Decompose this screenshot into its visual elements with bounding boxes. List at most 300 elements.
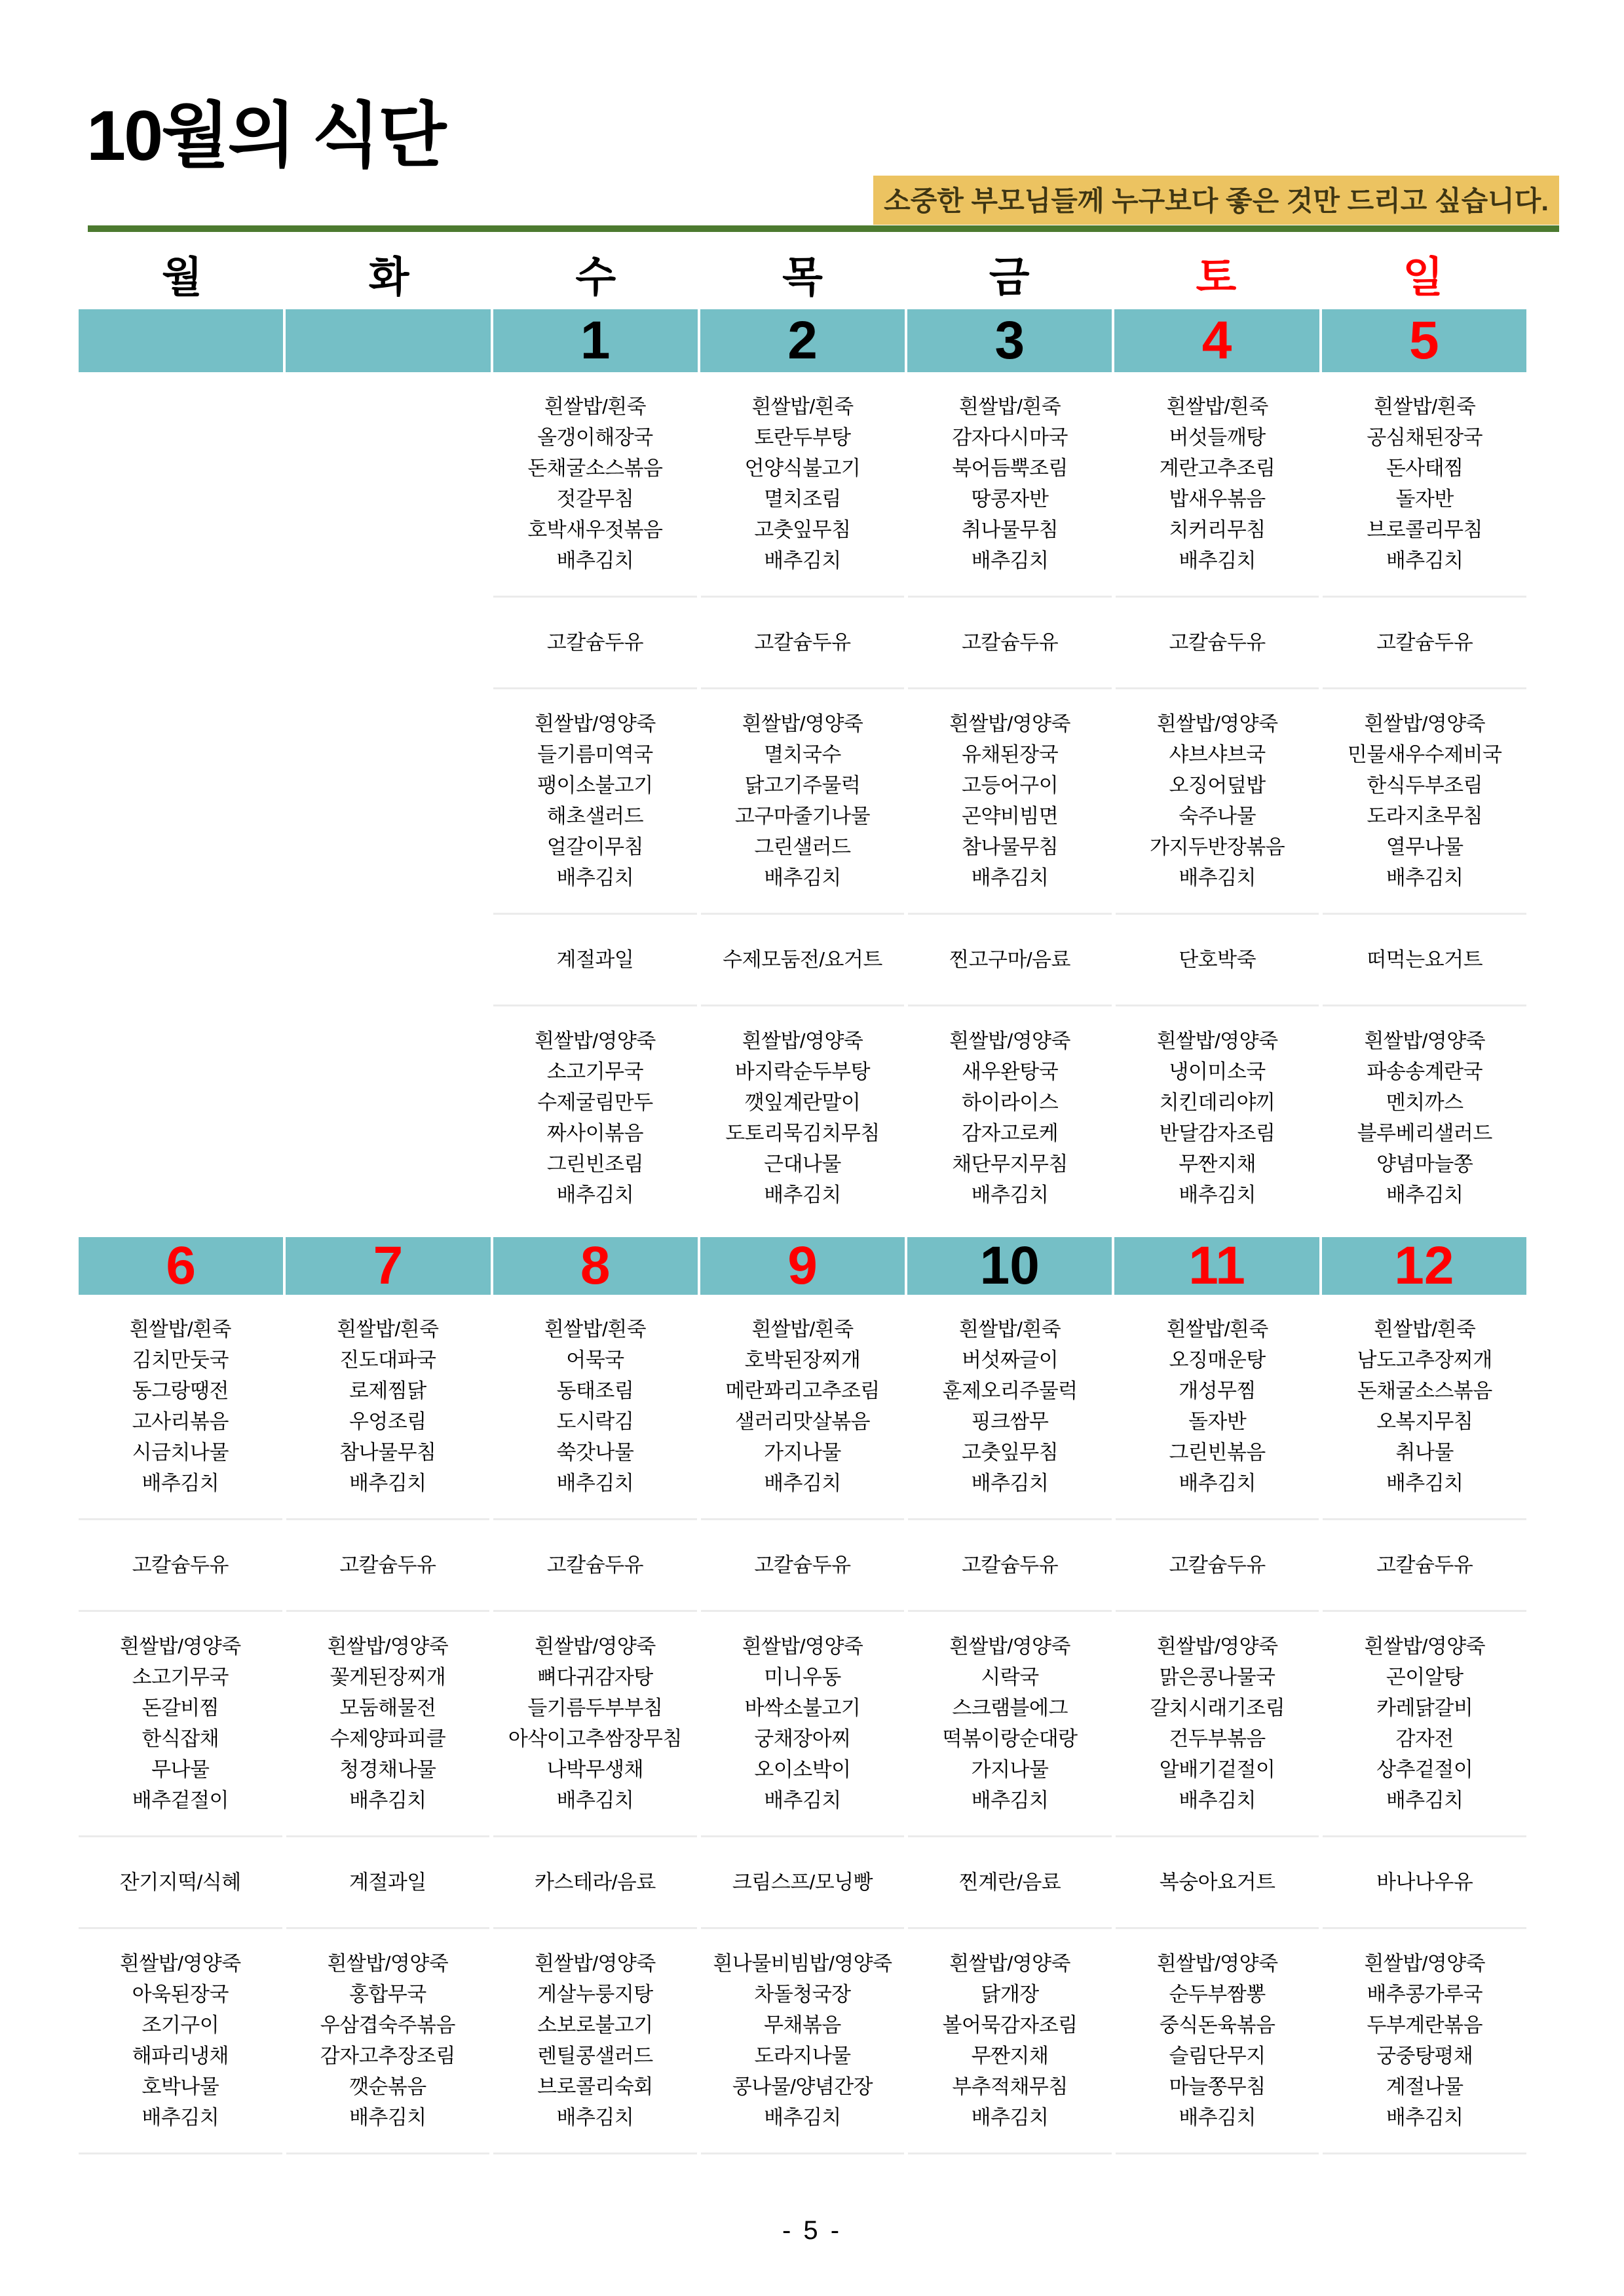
menu-line: 흰쌀밥/흰죽 <box>129 1318 231 1341</box>
afternoon-snack-block <box>701 915 905 1006</box>
menu-line: 계절나물 <box>1386 2075 1463 2098</box>
menu-line: 흰쌀밥/흰죽 <box>958 395 1061 418</box>
menu-line: 어묵국 <box>566 1349 624 1371</box>
date-cell <box>286 309 490 372</box>
menu-line: 아삭이고추쌈장무침 <box>508 1727 682 1750</box>
morning-snack-block <box>79 1520 282 1612</box>
menu-line: 도토리묵김치무침 <box>725 1122 880 1145</box>
menu-line: 호박된장찌개 <box>744 1349 861 1371</box>
menu-line: 흰쌀밥/흰죽 <box>1374 1318 1476 1341</box>
lunch-block <box>1116 1612 1319 1837</box>
menu-line: 배추김치 <box>349 1789 426 1812</box>
menu-line: 오이소박이 <box>754 1758 851 1781</box>
menu-line: 바지락순두부탕 <box>734 1060 871 1083</box>
menu-line: 배추김치 <box>556 866 634 889</box>
date-cell <box>1114 309 1319 372</box>
menu-line: 호박나물 <box>142 2075 219 2098</box>
menu-line: 흰쌀밥/흰죽 <box>1374 395 1476 418</box>
lunch-block <box>493 1612 697 1837</box>
menu-line: 배추김치 <box>1179 1472 1256 1495</box>
menu-line: 돈갈비찜 <box>142 1696 219 1719</box>
menu-line: 배추김치 <box>1179 866 1256 889</box>
menu-line: 배추김치 <box>556 1183 634 1206</box>
snack-line: 계절과일 <box>556 948 634 971</box>
menu-line: 무짠지채 <box>971 2044 1049 2067</box>
date-number: 1 <box>580 311 611 370</box>
menu-line: 흰나물비빔밥/영양죽 <box>713 1952 892 1975</box>
menu-line: 배추김치 <box>349 2106 426 2129</box>
menu-line: 치킨데리야끼 <box>1159 1091 1275 1114</box>
lunch-block <box>1116 689 1319 915</box>
breakfast-block <box>701 1295 905 1520</box>
menu-line: 흰쌀밥/영양죽 <box>1364 1029 1486 1052</box>
day-cell <box>79 1295 282 2154</box>
menu-line: 오복지무침 <box>1376 1410 1473 1433</box>
date-number: 2 <box>787 311 818 370</box>
menu-line: 궁채장아찌 <box>754 1727 851 1750</box>
weekday-label: 토 <box>1196 254 1237 301</box>
menu-line: 쑥갓나물 <box>556 1441 634 1464</box>
menu-line: 배추겉절이 <box>132 1789 229 1812</box>
date-cell <box>79 309 283 372</box>
menu-line: 호박새우젓볶음 <box>527 518 663 541</box>
afternoon-snack-block <box>1323 1837 1526 1929</box>
menu-line: 청경채나물 <box>339 1758 436 1781</box>
breakfast-block <box>1116 372 1319 598</box>
menu-line: 흰쌀밥/흰죽 <box>337 1318 439 1341</box>
menu-line: 흰쌀밥/영양죽 <box>1364 1635 1486 1658</box>
menu-line: 참나물무침 <box>339 1441 436 1464</box>
snack-line: 고칼슘두유 <box>1376 1554 1473 1577</box>
date-number: 4 <box>1201 311 1232 370</box>
lunch-block <box>701 689 905 915</box>
menu-line: 짜사이볶음 <box>546 1122 644 1145</box>
date-cell <box>79 1237 283 1295</box>
menu-line: 흰쌀밥/영양죽 <box>742 1635 863 1658</box>
lunch-block <box>1323 1612 1526 1837</box>
day-cell <box>286 1295 490 2154</box>
menu-line: 홍합무국 <box>349 1983 426 2006</box>
menu-line: 닭고기주물럭 <box>744 774 861 797</box>
menu-line: 흰쌀밥/영양죽 <box>535 1952 656 1975</box>
menu-line: 파송송계란국 <box>1367 1060 1483 1083</box>
date-number: 8 <box>580 1236 611 1295</box>
afternoon-snack-block <box>493 1837 697 1929</box>
date-cell <box>700 1237 905 1295</box>
snack-line: 고칼슘두유 <box>132 1554 229 1577</box>
menu-line: 로제찜닭 <box>349 1379 426 1402</box>
menu-line: 핑크쌈무 <box>971 1410 1049 1433</box>
menu-line: 그린샐러드 <box>754 835 851 858</box>
menu-line: 마늘쫑무침 <box>1169 2075 1266 2098</box>
menu-line: 시금치나물 <box>132 1441 229 1464</box>
menu-line: 중식돈육볶음 <box>1159 2014 1275 2037</box>
menu-line: 흰쌀밥/영양죽 <box>742 1029 863 1052</box>
menu-line: 감자전 <box>1395 1727 1454 1750</box>
menu-line: 배추김치 <box>1386 549 1463 572</box>
menu-line: 흰쌀밥/흰죽 <box>1166 1318 1268 1341</box>
menu-line: 돌자반 <box>1395 488 1454 510</box>
menu-line: 알배기겉절이 <box>1159 1758 1275 1781</box>
afternoon-snack-block <box>908 915 1112 1006</box>
menu-line: 조기구이 <box>142 2014 219 2037</box>
weekday-label: 월 <box>161 254 202 301</box>
dinner-block <box>286 1929 490 2154</box>
snack-line: 고칼슘두유 <box>754 1554 851 1577</box>
menu-line: 근대나물 <box>764 1153 841 1176</box>
menu-line: 배추김치 <box>764 549 841 572</box>
menu-line: 흰쌀밥/영양죽 <box>949 712 1070 735</box>
date-number: 9 <box>787 1236 818 1295</box>
snack-line: 고칼슘두유 <box>1169 1554 1266 1577</box>
menu-line: 양념마늘쫑 <box>1376 1153 1473 1176</box>
breakfast-block <box>1116 1295 1319 1520</box>
snack-line: 고칼슘두유 <box>1376 631 1473 654</box>
menu-line: 깻잎계란말이 <box>744 1091 861 1114</box>
afternoon-snack-block <box>701 1837 905 1929</box>
menu-line: 흰쌀밥/영양죽 <box>1156 712 1278 735</box>
menu-line: 숙주나물 <box>1179 805 1256 828</box>
afternoon-snack-block <box>1116 1837 1319 1929</box>
date-number: 11 <box>1188 1236 1245 1295</box>
menu-line: 두부계란볶음 <box>1367 2014 1483 2037</box>
menu-line: 흰쌀밥/영양죽 <box>119 1635 241 1658</box>
menu-line: 유채된장국 <box>961 743 1059 766</box>
menu-line: 흰쌀밥/영양죽 <box>535 1635 656 1658</box>
menu-line: 흰쌀밥/영양죽 <box>949 1952 1070 1975</box>
menu-line: 흰쌀밥/영양죽 <box>1156 1029 1278 1052</box>
date-number: 7 <box>373 1236 404 1295</box>
menu-line: 흰쌀밥/영양죽 <box>1156 1952 1278 1975</box>
menu-line: 흰쌀밥/흰죽 <box>1166 395 1268 418</box>
menu-line: 치커리무침 <box>1169 518 1266 541</box>
afternoon-snack-block <box>908 1837 1112 1929</box>
snack-line: 떠먹는요거트 <box>1367 948 1483 971</box>
menu-line: 볼어묵감자조림 <box>942 2014 1078 2037</box>
menu-line: 건두부볶음 <box>1169 1727 1266 1750</box>
menu-line: 해파리냉채 <box>132 2044 229 2067</box>
menu-line: 고사리볶음 <box>132 1410 229 1433</box>
dinner-block <box>1323 1006 1526 1230</box>
menu-line: 카레닭갈비 <box>1376 1696 1473 1719</box>
menu-line: 도시락김 <box>556 1410 634 1433</box>
menu-line: 김치만둣국 <box>132 1349 229 1371</box>
menu-line: 도라지초무침 <box>1367 805 1483 828</box>
day-cell <box>493 372 697 1230</box>
menu-line: 배추김치 <box>1386 866 1463 889</box>
menu-line: 흰쌀밥/영양죽 <box>119 1952 241 1975</box>
menu-line: 흰쌀밥/영양죽 <box>949 1029 1070 1052</box>
menu-line: 배추김치 <box>556 1789 634 1812</box>
menu-line: 무채볶음 <box>764 2014 841 2037</box>
page-title: 10월의 식단 <box>86 96 445 175</box>
menu-line: 배추김치 <box>971 1183 1049 1206</box>
morning-snack-block <box>1323 1520 1526 1612</box>
menu-line: 배추김치 <box>1179 549 1256 572</box>
menu-line: 취나물 <box>1395 1441 1454 1464</box>
menu-line: 훈제오리주물럭 <box>942 1379 1078 1402</box>
afternoon-snack-block <box>79 1837 282 1929</box>
snack-line: 고칼슘두유 <box>961 1554 1059 1577</box>
breakfast-block <box>493 1295 697 1520</box>
menu-line: 닭개장 <box>981 1983 1039 2006</box>
menu-line: 시락국 <box>981 1666 1039 1689</box>
menu-line: 도라지나물 <box>754 2044 851 2067</box>
morning-snack-block <box>701 1520 905 1612</box>
menu-line: 무짠지채 <box>1179 1153 1256 1176</box>
snack-line: 계절과일 <box>349 1871 426 1894</box>
menu-line: 올갱이해장국 <box>537 426 653 449</box>
menu-line: 멸치국수 <box>764 743 841 766</box>
day-cell <box>1116 1295 1319 2154</box>
menu-line: 가지두반장볶음 <box>1150 835 1285 858</box>
menu-line: 배추김치 <box>764 1789 841 1812</box>
snack-line: 수제모둠전/요거트 <box>723 948 882 971</box>
page-number: - 5 - <box>782 2216 842 2245</box>
snack-line: 크림스프/모닝빵 <box>732 1871 873 1894</box>
day-cell <box>701 372 905 1230</box>
day-cell <box>286 372 490 379</box>
dinner-block <box>1323 1929 1526 2154</box>
snack-line: 복숭아요거트 <box>1159 1871 1275 1894</box>
menu-line: 흰쌀밥/흰죽 <box>958 1318 1061 1341</box>
dinner-block <box>79 1929 282 2154</box>
menu-line: 배추김치 <box>1386 1472 1463 1495</box>
menu-line: 게살누룽지탕 <box>537 1983 653 2006</box>
breakfast-block <box>701 372 905 598</box>
menu-line: 나박무생채 <box>546 1758 644 1781</box>
menu-line: 메란꽈리고추조림 <box>725 1379 880 1402</box>
weekday-label: 금 <box>989 254 1030 301</box>
snack-line: 잔기지떡/식혜 <box>119 1871 241 1894</box>
menu-line: 밥새우볶음 <box>1169 488 1266 510</box>
menu-line: 배추김치 <box>556 2106 634 2129</box>
breakfast-block <box>286 1295 490 1520</box>
menu-line: 소보로불고기 <box>537 2014 653 2037</box>
menu-line: 동태조림 <box>556 1379 634 1402</box>
menu-line: 감자고로케 <box>961 1122 1059 1145</box>
breakfast-block <box>79 1295 282 1520</box>
menu-line: 흰쌀밥/영양죽 <box>1156 1635 1278 1658</box>
menu-line: 고춧잎무침 <box>754 518 851 541</box>
menu-line: 우삼겹숙주볶음 <box>320 2014 455 2037</box>
snack-line: 찐고구마/음료 <box>949 948 1070 971</box>
menu-line: 차돌청국장 <box>754 1983 851 2006</box>
date-cell <box>907 1237 1112 1295</box>
menu-line: 흰쌀밥/영양죽 <box>327 1635 449 1658</box>
dinner-block <box>701 1929 905 2154</box>
menu-line: 흰쌀밥/영양죽 <box>742 712 863 735</box>
menu-line: 배추김치 <box>971 2106 1049 2129</box>
menu-line: 반달감자조림 <box>1159 1122 1275 1145</box>
morning-snack-block <box>1323 598 1526 689</box>
day-cell <box>79 372 282 379</box>
menu-line: 맑은콩나물국 <box>1159 1666 1275 1689</box>
weekday-label: 일 <box>1403 254 1444 301</box>
menu-line: 꽃게된장찌개 <box>330 1666 446 1689</box>
lunch-block <box>701 1612 905 1837</box>
menu-line: 고등어구이 <box>961 774 1059 797</box>
snack-line: 찐계란/음료 <box>958 1871 1061 1894</box>
menu-line: 오징어덮밥 <box>1169 774 1266 797</box>
morning-snack-block <box>1116 1520 1319 1612</box>
morning-snack-block <box>908 598 1112 689</box>
menu-line: 취나물무침 <box>961 518 1059 541</box>
dinner-block <box>1116 1929 1319 2154</box>
menu-line: 한식잡채 <box>142 1727 219 1750</box>
day-cell <box>493 1295 697 2154</box>
menu-line: 배추김치 <box>971 1472 1049 1495</box>
menu-line: 흰쌀밥/흰죽 <box>751 395 854 418</box>
menu-line: 배추김치 <box>1179 2106 1256 2129</box>
menu-line: 뼈다귀감자탕 <box>537 1666 653 1689</box>
breakfast-block <box>908 1295 1112 1520</box>
menu-line: 브로콜리숙회 <box>537 2075 653 2098</box>
menu-line: 버섯짜글이 <box>961 1349 1059 1371</box>
menu-line: 고구마줄기나물 <box>734 805 871 828</box>
menu-line: 땅콩자반 <box>971 488 1049 510</box>
morning-snack-block <box>493 598 697 689</box>
menu-line: 돈사태찜 <box>1386 457 1463 480</box>
menu-line: 팽이소불고기 <box>537 774 653 797</box>
menu-line: 배추김치 <box>1179 1789 1256 1812</box>
menu-line: 해초샐러드 <box>546 805 644 828</box>
menu-line: 흰쌀밥/영양죽 <box>535 712 656 735</box>
date-cell <box>1322 1237 1526 1295</box>
menu-line: 상추겉절이 <box>1376 1758 1473 1781</box>
menu-line: 우엉조림 <box>349 1410 426 1433</box>
menu-line: 흰쌀밥/영양죽 <box>1364 712 1486 735</box>
afternoon-snack-block <box>493 915 697 1006</box>
menu-line: 얼갈이무침 <box>546 835 644 858</box>
menu-line: 북어듬뿍조림 <box>952 457 1068 480</box>
menu-line: 감자다시마국 <box>952 426 1068 449</box>
date-cell <box>700 309 905 372</box>
menu-line: 들기름미역국 <box>537 743 653 766</box>
dinner-block <box>701 1006 905 1230</box>
menu-line: 소고기무국 <box>546 1060 644 1083</box>
menu-line: 채단무지무침 <box>952 1153 1068 1176</box>
menu-line: 토란두부탕 <box>754 426 851 449</box>
menu-line: 그린빈볶음 <box>1169 1441 1266 1464</box>
dinner-block <box>493 1929 697 2154</box>
breakfast-block <box>493 372 697 598</box>
menu-line: 배추김치 <box>971 549 1049 572</box>
menu-line: 버섯들깨탕 <box>1169 426 1266 449</box>
menu-line: 배추김치 <box>764 1183 841 1206</box>
menu-line: 남도고추장찌개 <box>1357 1349 1492 1371</box>
menu-line: 배추김치 <box>556 549 634 572</box>
lunch-block <box>286 1612 490 1837</box>
date-cell <box>1322 309 1526 372</box>
menu-line: 오징매운탕 <box>1169 1349 1266 1371</box>
menu-line: 배추콩가루국 <box>1367 1983 1483 2006</box>
snack-line: 고칼슘두유 <box>546 631 644 654</box>
dinner-block <box>493 1006 697 1230</box>
weekday-label: 목 <box>782 254 823 301</box>
menu-line: 배추김치 <box>764 2106 841 2129</box>
menu-line: 곤약비빔면 <box>961 805 1059 828</box>
morning-snack-block <box>908 1520 1112 1612</box>
menu-line: 흰쌀밥/흰죽 <box>544 395 647 418</box>
date-cell <box>286 1237 490 1295</box>
menu-line: 냉이미소국 <box>1169 1060 1266 1083</box>
morning-snack-block <box>1116 598 1319 689</box>
menu-line: 흰쌀밥/영양죽 <box>1364 1952 1486 1975</box>
dinner-block <box>1116 1006 1319 1230</box>
menu-line: 새우완탕국 <box>961 1060 1059 1083</box>
menu-line: 흰쌀밥/흰죽 <box>751 1318 854 1341</box>
menu-line: 바싹소불고기 <box>744 1696 861 1719</box>
menu-line: 샐러리맛살볶음 <box>734 1410 871 1433</box>
snack-line: 카스테라/음료 <box>535 1871 656 1894</box>
lunch-block <box>908 689 1112 915</box>
menu-line: 모둠해물전 <box>339 1696 436 1719</box>
menu-line: 참나물무침 <box>961 835 1059 858</box>
menu-line: 슬림단무지 <box>1169 2044 1266 2067</box>
menu-line: 흰쌀밥/영양죽 <box>535 1029 656 1052</box>
menu-line: 돈채굴소스볶음 <box>1357 1379 1492 1402</box>
breakfast-block <box>1323 1295 1526 1520</box>
menu-line: 아욱된장국 <box>132 1983 229 2006</box>
dinner-block <box>908 1006 1112 1230</box>
snack-line: 단호박죽 <box>1179 948 1256 971</box>
day-cell <box>1323 372 1526 1230</box>
menu-line: 배추김치 <box>1386 1183 1463 1206</box>
menu-line: 깻순볶음 <box>349 2075 426 2098</box>
menu-line: 배추김치 <box>556 1472 634 1495</box>
snack-line: 고칼슘두유 <box>961 631 1059 654</box>
week2-menu-grid <box>79 1295 1526 2154</box>
afternoon-snack-block <box>1323 915 1526 1006</box>
date-cell <box>1114 1237 1319 1295</box>
week1-menu-grid <box>79 372 1526 1230</box>
weekday-label: 수 <box>575 254 616 301</box>
lunch-block <box>1323 689 1526 915</box>
menu-line: 하이라이스 <box>961 1091 1059 1114</box>
menu-line: 브로콜리무침 <box>1367 518 1483 541</box>
menu-line: 샤브샤브국 <box>1169 743 1266 766</box>
menu-line: 진도대파국 <box>339 1349 436 1371</box>
menu-line: 배추김치 <box>764 866 841 889</box>
menu-line: 소고기무국 <box>132 1666 229 1689</box>
subtitle-banner: 소중한 부모님들께 누구보다 좋은 것만 드리고 싶습니다. <box>873 176 1559 225</box>
lunch-block <box>493 689 697 915</box>
menu-line: 언양식불고기 <box>744 457 861 480</box>
date-number: 6 <box>166 1236 196 1295</box>
menu-line: 배추김치 <box>971 1789 1049 1812</box>
menu-line: 들기름두부부침 <box>527 1696 663 1719</box>
menu-line: 배추김치 <box>349 1472 426 1495</box>
menu-line: 수제양파피클 <box>330 1727 446 1750</box>
menu-line: 부추적채무침 <box>952 2075 1068 2098</box>
menu-line: 렌틸콩샐러드 <box>537 2044 653 2067</box>
snack-line: 고칼슘두유 <box>754 631 851 654</box>
menu-line: 블루베리샐러드 <box>1357 1122 1492 1145</box>
menu-line: 배추김치 <box>142 1472 219 1495</box>
day-cell <box>1323 1295 1526 2154</box>
menu-line: 동그랑땡전 <box>132 1379 229 1402</box>
menu-line: 수제굴림만두 <box>537 1091 653 1114</box>
afternoon-snack-block <box>286 1837 490 1929</box>
snack-line: 고칼슘두유 <box>546 1554 644 1577</box>
menu-line: 개성무찜 <box>1179 1379 1256 1402</box>
menu-line: 젓갈무침 <box>556 488 634 510</box>
breakfast-block <box>908 372 1112 598</box>
dinner-block <box>908 1929 1112 2154</box>
menu-line: 궁중탕평채 <box>1376 2044 1473 2067</box>
breakfast-block <box>1323 372 1526 598</box>
